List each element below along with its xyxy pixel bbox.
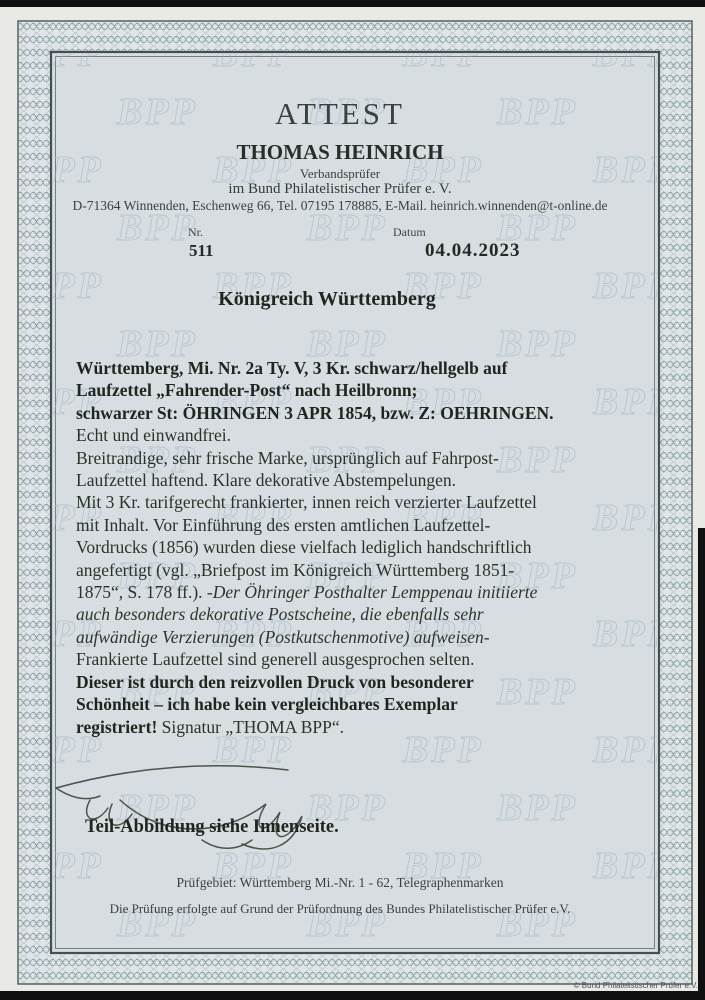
body-line: Schönheit – ich habe kein vergleichbares Exemplar <box>76 694 458 715</box>
bpp-copyright: © Bund Philatelistischer Prüfer e.V. <box>573 981 698 990</box>
nr-label: Nr. <box>188 225 203 239</box>
body-line: Laufzettel „Fahrender-Post“ nach Heilbronn; <box>76 380 418 401</box>
body-line: Laufzettel haftend. Klare dekorative Abstempelungen. <box>76 470 456 491</box>
body-line: Frankierte Laufzettel sind generell ausgesprochen selten. <box>76 649 475 670</box>
contact-address: D-71364 Winnenden, Eschenweg 66, Tel. 07195 178885, E-Mail. heinrich.winnenden@t-online.de <box>72 198 608 213</box>
body-line: schwarzer St: ÖHRINGEN 3 APR 1854, bzw. Z: OEHRINGEN. <box>76 402 554 423</box>
body-line: Mit 3 Kr. tarifgerecht frankierter, innen reich verzierter Laufzettel <box>76 492 537 513</box>
scan-edge-bottom <box>0 991 705 1000</box>
body-line: Dieser ist durch den reizvollen Druck von besonderer <box>76 671 474 692</box>
subject-heading: Königreich Württemberg <box>218 288 436 310</box>
examiner-role: Verbandsprüfer <box>299 166 381 181</box>
footer-pruefordnung: Die Prüfung erfolgte auf Grund der Prüfordnung des Bundes Philatelistischer Prüfer e.V. <box>109 901 571 916</box>
certificate-content <box>17 20 693 985</box>
body-line: Echt und einwandfrei. <box>76 425 232 446</box>
examiner-name: THOMAS HEINRICH <box>236 140 444 164</box>
certificate-body <box>76 357 651 738</box>
scan-edge-top <box>0 0 705 7</box>
figure-note: Teil-Abbildung siehe Innenseite. <box>85 817 339 837</box>
nr-value: 511 <box>189 241 214 260</box>
body-line: 1875“, S. 178 ff.). -Der Öhringer Posthalter Lemppenau initiierte <box>76 582 538 603</box>
body-line: Breitrandige, sehr frische Marke, ursprünglich auf Fahrpost- <box>76 447 499 468</box>
certificate-title: ATTEST <box>275 96 405 131</box>
date-value: 04.04.2023 <box>425 240 521 261</box>
footer-pruefgebiet: Prüfgebiet: Württemberg Mi.-Nr. 1 - 62, Telegraphenmarken <box>176 875 504 890</box>
scan-edge-right <box>698 528 705 1000</box>
body-line: Vordrucks (1856) wurden diese vielfach lediglich handschriftlich <box>76 537 532 558</box>
body-line: angefertigt (vgl. „Briefpost im Königreich Württemberg 1851- <box>76 559 515 580</box>
body-line: Württemberg, Mi. Nr. 2a Ty. V, 3 Kr. schwarz/hellgelb auf <box>76 358 508 378</box>
association-line: im Bund Philatelistischer Prüfer e. V. <box>228 181 452 197</box>
date-label: Datum <box>393 225 426 239</box>
body-line: mit Inhalt. Vor Einführung des ersten amtlichen Laufzettel- <box>76 514 491 535</box>
certificate <box>17 20 693 985</box>
body-line: registriert! Signatur „THOMA BPP“. <box>76 716 344 737</box>
body-line: aufwändige Verzierungen (Postkutschenmotive) aufweisen- <box>76 626 490 647</box>
body-line: auch besonders dekorative Postscheine, die ebenfalls sehr <box>76 604 484 625</box>
